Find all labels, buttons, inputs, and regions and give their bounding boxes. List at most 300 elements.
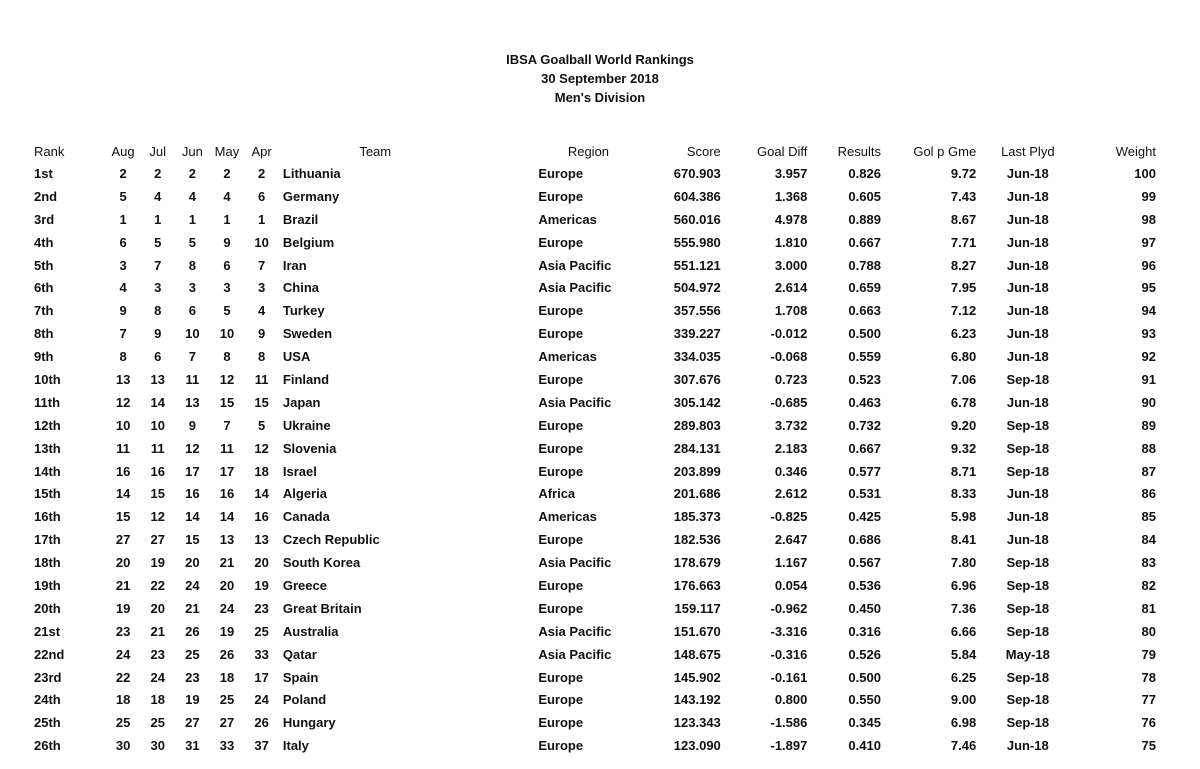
weight-cell: 98 xyxy=(1141,211,1156,227)
score-cell: 178.679 xyxy=(673,555,721,571)
jun-cell: 1 xyxy=(188,211,196,227)
jul-cell: 14 xyxy=(150,394,165,410)
weight-cell: 93 xyxy=(1141,326,1156,342)
last-plyd-cell: Jun-18 xyxy=(1006,349,1049,365)
score-cell: 143.192 xyxy=(673,692,721,708)
title-heading: IBSA Goalball World Rankings xyxy=(506,52,694,67)
goal-diff-cell: 3.732 xyxy=(774,417,808,433)
region-cell: Asia Pacific xyxy=(538,280,612,296)
jun-cell: 7 xyxy=(188,349,196,365)
rank-cell: 25th xyxy=(34,715,61,731)
header-weight: Weight xyxy=(1115,143,1156,159)
team-cell: Spain xyxy=(282,669,319,685)
goal-diff-cell: 1.167 xyxy=(774,555,808,571)
weight-cell: 84 xyxy=(1141,532,1156,548)
rank-cell: 20th xyxy=(34,600,61,616)
gol-p-gme-cell: 5.98 xyxy=(950,509,977,525)
results-cell: 0.425 xyxy=(848,509,881,525)
team-cell: Italy xyxy=(282,738,309,754)
team-cell: Israel xyxy=(282,463,317,479)
apr-cell: 7 xyxy=(257,257,266,273)
team-cell: Finland xyxy=(282,371,330,387)
rank-cell: 11th xyxy=(34,394,61,410)
weight-cell: 81 xyxy=(1141,600,1156,616)
score-cell: 201.686 xyxy=(673,486,721,502)
may-cell: 21 xyxy=(219,555,235,571)
team-cell: Canada xyxy=(282,509,330,525)
results-cell: 0.567 xyxy=(848,555,881,571)
region-cell: Americas xyxy=(538,211,597,227)
results-cell: 0.788 xyxy=(848,257,881,273)
apr-cell: 1 xyxy=(257,211,266,227)
results-cell: 0.667 xyxy=(848,440,881,456)
last-plyd-cell: Sep-18 xyxy=(1006,577,1050,593)
gol-p-gme-cell: 7.95 xyxy=(950,280,977,296)
team-cell: Algeria xyxy=(282,486,327,502)
jun-cell: 23 xyxy=(185,669,200,685)
last-plyd-cell: Jun-18 xyxy=(1006,738,1049,754)
table-row xyxy=(30,734,1160,757)
results-cell: 0.500 xyxy=(848,669,881,685)
weight-cell: 97 xyxy=(1141,234,1156,250)
weight-cell: 76 xyxy=(1141,715,1156,731)
jul-cell: 8 xyxy=(154,303,162,319)
region-cell: Americas xyxy=(538,509,597,525)
rank-cell: 3rd xyxy=(34,211,55,227)
results-cell: 0.659 xyxy=(848,280,881,296)
last-plyd-cell: Sep-18 xyxy=(1006,692,1050,708)
aug-cell: 20 xyxy=(115,555,131,571)
goal-diff-cell: 2.647 xyxy=(774,532,808,548)
may-cell: 14 xyxy=(219,509,235,525)
region-cell: Europe xyxy=(538,669,584,685)
last-plyd-cell: Sep-18 xyxy=(1006,623,1050,639)
goal-diff-cell: -0.068 xyxy=(770,349,808,365)
table-row xyxy=(30,276,1160,299)
table-row xyxy=(30,299,1160,322)
apr-cell: 6 xyxy=(257,188,266,204)
gol-p-gme-cell: 7.71 xyxy=(950,234,977,250)
jul-cell: 18 xyxy=(150,692,165,708)
team-cell: Hungary xyxy=(282,715,336,731)
weight-cell: 94 xyxy=(1141,303,1156,319)
apr-cell: 37 xyxy=(254,738,269,754)
jul-cell: 30 xyxy=(150,738,165,754)
gol-p-gme-cell: 7.36 xyxy=(950,600,977,616)
last-plyd-cell: Jun-18 xyxy=(1006,394,1049,410)
weight-cell: 95 xyxy=(1141,280,1156,296)
goal-diff-cell: 0.723 xyxy=(774,371,808,387)
weight-cell: 88 xyxy=(1141,440,1156,456)
gol-p-gme-cell: 7.43 xyxy=(950,188,977,204)
score-cell: 148.675 xyxy=(673,646,721,662)
region-cell: Europe xyxy=(538,326,584,342)
team-cell: Great Britain xyxy=(282,600,362,616)
apr-cell: 16 xyxy=(254,509,269,525)
header-may: May xyxy=(214,143,240,159)
jul-cell: 25 xyxy=(150,715,165,731)
header-results: Results xyxy=(837,143,881,159)
gol-p-gme-cell: 7.06 xyxy=(950,371,977,387)
apr-cell: 5 xyxy=(257,417,266,433)
apr-cell: 13 xyxy=(254,532,269,548)
may-cell: 5 xyxy=(223,303,231,319)
may-cell: 1 xyxy=(223,211,231,227)
region-cell: Europe xyxy=(538,165,584,181)
header-row xyxy=(30,140,1160,162)
header-goal-diff: Goal Diff xyxy=(757,143,808,159)
region-cell: Europe xyxy=(538,600,584,616)
last-plyd-cell: Jun-18 xyxy=(1006,280,1049,296)
apr-cell: 3 xyxy=(257,280,266,296)
region-cell: Asia Pacific xyxy=(538,646,612,662)
table-row xyxy=(30,185,1160,208)
gol-p-gme-cell: 8.33 xyxy=(950,486,977,502)
last-plyd-cell: Jun-18 xyxy=(1006,234,1049,250)
rank-cell: 4th xyxy=(34,234,54,250)
last-plyd-cell: Sep-18 xyxy=(1006,463,1050,479)
jul-cell: 13 xyxy=(150,371,165,387)
rank-cell: 19th xyxy=(34,577,61,593)
apr-cell: 33 xyxy=(254,646,269,662)
last-plyd-cell: Sep-18 xyxy=(1006,440,1050,456)
rank-cell: 18th xyxy=(34,555,61,571)
team-cell: Turkey xyxy=(282,303,325,319)
aug-cell: 10 xyxy=(115,417,131,433)
apr-cell: 14 xyxy=(254,486,269,502)
goal-diff-cell: 4.978 xyxy=(774,211,808,227)
may-cell: 20 xyxy=(219,577,235,593)
weight-cell: 85 xyxy=(1141,509,1156,525)
table-row xyxy=(30,414,1160,437)
weight-cell: 100 xyxy=(1134,165,1156,181)
team-cell: Iran xyxy=(282,257,307,273)
table-row xyxy=(30,505,1160,528)
table-row xyxy=(30,231,1160,254)
aug-cell: 19 xyxy=(115,600,131,616)
jun-cell: 4 xyxy=(188,188,196,204)
jun-cell: 8 xyxy=(188,257,196,273)
rank-cell: 8th xyxy=(34,326,54,342)
table-row xyxy=(30,528,1160,551)
rankings-table xyxy=(30,140,1160,757)
header-team: Team xyxy=(359,143,392,159)
weight-cell: 80 xyxy=(1141,623,1156,639)
jul-cell: 21 xyxy=(150,623,165,639)
gol-p-gme-cell: 6.66 xyxy=(950,623,977,639)
rank-cell: 21st xyxy=(34,623,61,639)
rank-cell: 9th xyxy=(34,349,54,365)
weight-cell: 77 xyxy=(1141,692,1156,708)
goal-diff-cell: 0.800 xyxy=(774,692,808,708)
team-cell: Slovenia xyxy=(282,440,337,456)
region-cell: Asia Pacific xyxy=(538,623,612,639)
region-cell: Asia Pacific xyxy=(538,394,612,410)
table-row xyxy=(30,460,1160,483)
score-cell: 357.556 xyxy=(673,303,721,319)
results-cell: 0.526 xyxy=(848,646,881,662)
goal-diff-cell: -0.316 xyxy=(770,646,808,662)
table-row xyxy=(30,551,1160,574)
jun-cell: 3 xyxy=(188,280,196,296)
region-cell: Europe xyxy=(538,738,584,754)
last-plyd-cell: Jun-18 xyxy=(1006,486,1049,502)
goal-diff-cell: 2.183 xyxy=(774,440,808,456)
aug-cell: 3 xyxy=(119,257,127,273)
apr-cell: 2 xyxy=(257,165,266,181)
results-cell: 0.550 xyxy=(848,692,881,708)
region-cell: Europe xyxy=(538,715,584,731)
apr-cell: 18 xyxy=(254,463,269,479)
goal-diff-cell: -0.161 xyxy=(770,669,808,685)
last-plyd-cell: Jun-18 xyxy=(1006,211,1049,227)
score-cell: 123.090 xyxy=(673,738,721,754)
gol-p-gme-cell: 6.25 xyxy=(950,669,977,685)
may-cell: 9 xyxy=(223,234,231,250)
aug-cell: 4 xyxy=(119,280,127,296)
goal-diff-cell: -1.897 xyxy=(770,738,808,754)
score-cell: 284.131 xyxy=(673,440,721,456)
weight-cell: 96 xyxy=(1141,257,1156,273)
gol-p-gme-cell: 9.72 xyxy=(950,165,977,181)
aug-cell: 1 xyxy=(119,211,127,227)
may-cell: 18 xyxy=(219,669,235,685)
header-score: Score xyxy=(686,143,721,159)
jun-cell: 20 xyxy=(185,555,200,571)
last-plyd-cell: Jun-18 xyxy=(1006,303,1049,319)
rank-cell: 15th xyxy=(34,486,61,502)
may-cell: 25 xyxy=(219,692,235,708)
last-plyd-cell: Jun-18 xyxy=(1006,509,1049,525)
weight-cell: 82 xyxy=(1141,577,1156,593)
jun-cell: 16 xyxy=(185,486,200,502)
jul-cell: 7 xyxy=(154,257,162,273)
apr-cell: 23 xyxy=(254,600,269,616)
score-cell: 334.035 xyxy=(673,349,721,365)
table-row xyxy=(30,162,1160,185)
gol-p-gme-cell: 8.67 xyxy=(950,211,977,227)
may-cell: 19 xyxy=(219,623,235,639)
rank-cell: 1st xyxy=(34,165,53,181)
goal-diff-cell: -3.316 xyxy=(770,623,808,639)
results-cell: 0.531 xyxy=(848,486,881,502)
may-cell: 8 xyxy=(223,349,231,365)
jun-cell: 2 xyxy=(188,165,196,181)
jun-cell: 11 xyxy=(185,371,200,387)
jun-cell: 6 xyxy=(188,303,196,319)
score-cell: 203.899 xyxy=(673,463,721,479)
rank-cell: 16th xyxy=(34,509,61,525)
weight-cell: 99 xyxy=(1141,188,1156,204)
rank-cell: 2nd xyxy=(34,188,58,204)
may-cell: 26 xyxy=(219,646,235,662)
results-cell: 0.605 xyxy=(848,188,881,204)
aug-cell: 21 xyxy=(115,577,131,593)
results-cell: 0.463 xyxy=(848,394,881,410)
aug-cell: 15 xyxy=(115,509,131,525)
apr-cell: 25 xyxy=(254,623,269,639)
aug-cell: 14 xyxy=(115,486,131,502)
team-cell: Greece xyxy=(282,577,327,593)
region-cell: Europe xyxy=(538,577,584,593)
goal-diff-cell: 1.810 xyxy=(774,234,808,250)
last-plyd-cell: Sep-18 xyxy=(1006,371,1050,387)
goal-diff-cell: -0.012 xyxy=(770,326,808,342)
table-row xyxy=(30,597,1160,620)
aug-cell: 9 xyxy=(119,303,127,319)
apr-cell: 15 xyxy=(254,394,269,410)
aug-cell: 5 xyxy=(119,188,127,204)
weight-cell: 83 xyxy=(1141,555,1156,571)
aug-cell: 23 xyxy=(115,623,131,639)
team-cell: Poland xyxy=(282,692,327,708)
team-cell: South Korea xyxy=(282,555,361,571)
may-cell: 6 xyxy=(223,257,231,273)
score-cell: 151.670 xyxy=(673,623,721,639)
jul-cell: 16 xyxy=(150,463,165,479)
may-cell: 17 xyxy=(219,463,235,479)
results-cell: 0.577 xyxy=(848,463,881,479)
gol-p-gme-cell: 5.84 xyxy=(950,646,977,662)
table-row xyxy=(30,322,1160,345)
results-cell: 0.500 xyxy=(848,326,881,342)
may-cell: 2 xyxy=(223,165,231,181)
may-cell: 12 xyxy=(219,371,235,387)
last-plyd-cell: Jun-18 xyxy=(1006,188,1049,204)
region-cell: Americas xyxy=(538,349,597,365)
jul-cell: 27 xyxy=(150,532,165,548)
jul-cell: 23 xyxy=(150,646,165,662)
last-plyd-cell: Sep-18 xyxy=(1006,669,1050,685)
results-cell: 0.559 xyxy=(848,349,881,365)
region-cell: Europe xyxy=(538,532,584,548)
team-cell: Sweden xyxy=(282,326,333,342)
results-cell: 0.536 xyxy=(848,577,881,593)
jul-cell: 3 xyxy=(154,280,162,296)
gol-p-gme-cell: 9.00 xyxy=(950,692,977,708)
team-cell: Ukraine xyxy=(282,417,331,433)
table-row xyxy=(30,254,1160,277)
score-cell: 551.121 xyxy=(673,257,721,273)
header-gol-p-gme: Gol p Gme xyxy=(913,143,977,159)
rank-cell: 7th xyxy=(34,303,54,319)
aug-cell: 6 xyxy=(119,234,127,250)
gol-p-gme-cell: 6.80 xyxy=(950,349,977,365)
rank-cell: 10th xyxy=(34,371,61,387)
jun-cell: 27 xyxy=(185,715,200,731)
rank-cell: 6th xyxy=(34,280,54,296)
jul-cell: 20 xyxy=(150,600,165,616)
results-cell: 0.889 xyxy=(848,211,881,227)
may-cell: 15 xyxy=(219,394,235,410)
last-plyd-cell: Sep-18 xyxy=(1006,417,1050,433)
gol-p-gme-cell: 6.78 xyxy=(950,394,977,410)
table-row xyxy=(30,208,1160,231)
table-row xyxy=(30,711,1160,734)
results-cell: 0.345 xyxy=(848,715,881,731)
gol-p-gme-cell: 7.80 xyxy=(950,555,977,571)
gol-p-gme-cell: 6.98 xyxy=(950,715,977,731)
apr-cell: 4 xyxy=(257,303,266,319)
results-cell: 0.686 xyxy=(848,532,881,548)
last-plyd-cell: May-18 xyxy=(1005,646,1050,662)
table-row xyxy=(30,666,1160,689)
apr-cell: 20 xyxy=(254,555,269,571)
jun-cell: 9 xyxy=(188,417,196,433)
rank-cell: 23rd xyxy=(34,669,62,685)
header-apr: Apr xyxy=(251,143,272,159)
rank-cell: 22nd xyxy=(34,646,65,662)
aug-cell: 11 xyxy=(116,440,130,456)
header-rank: Rank xyxy=(34,143,65,159)
last-plyd-cell: Sep-18 xyxy=(1006,715,1050,731)
goal-diff-cell: 2.612 xyxy=(774,486,808,502)
jun-cell: 19 xyxy=(185,692,200,708)
aug-cell: 30 xyxy=(115,738,131,754)
jul-cell: 12 xyxy=(150,509,165,525)
may-cell: 7 xyxy=(223,417,231,433)
region-cell: Africa xyxy=(538,486,576,502)
aug-cell: 22 xyxy=(115,669,131,685)
aug-cell: 27 xyxy=(115,532,131,548)
score-cell: 123.343 xyxy=(673,715,721,731)
table-row xyxy=(30,368,1160,391)
gol-p-gme-cell: 7.46 xyxy=(950,738,977,754)
jun-cell: 12 xyxy=(185,440,200,456)
aug-cell: 25 xyxy=(115,715,131,731)
goal-diff-cell: 3.000 xyxy=(774,257,808,273)
header-jul: Jul xyxy=(149,143,167,159)
apr-cell: 19 xyxy=(254,577,269,593)
apr-cell: 10 xyxy=(254,234,269,250)
jun-cell: 21 xyxy=(185,600,200,616)
team-cell: Brazil xyxy=(282,211,319,227)
score-cell: 339.227 xyxy=(673,326,721,342)
team-cell: Germany xyxy=(282,188,340,204)
team-cell: Qatar xyxy=(282,646,317,662)
team-cell: China xyxy=(282,280,320,296)
team-cell: Lithuania xyxy=(282,165,341,181)
may-cell: 33 xyxy=(219,738,235,754)
gol-p-gme-cell: 8.41 xyxy=(950,532,977,548)
rank-cell: 14th xyxy=(34,463,61,479)
aug-cell: 13 xyxy=(115,371,131,387)
header-aug: Aug xyxy=(111,143,135,159)
weight-cell: 91 xyxy=(1141,371,1156,387)
apr-cell: 12 xyxy=(254,440,269,456)
weight-cell: 79 xyxy=(1141,646,1156,662)
last-plyd-cell: Jun-18 xyxy=(1006,257,1049,273)
region-cell: Europe xyxy=(538,440,584,456)
may-cell: 4 xyxy=(223,188,231,204)
weight-cell: 78 xyxy=(1141,669,1156,685)
gol-p-gme-cell: 8.71 xyxy=(950,463,977,479)
title-date: 30 September 2018 xyxy=(541,71,659,86)
jul-cell: 15 xyxy=(150,486,165,502)
table-row xyxy=(30,391,1160,414)
table-row xyxy=(30,574,1160,597)
may-cell: 3 xyxy=(223,280,231,296)
table-row xyxy=(30,620,1160,643)
title-division: Men's Division xyxy=(554,90,646,105)
weight-cell: 87 xyxy=(1141,463,1156,479)
goal-diff-cell: 2.614 xyxy=(774,280,808,296)
goal-diff-cell: 1.708 xyxy=(774,303,808,319)
last-plyd-cell: Jun-18 xyxy=(1006,326,1049,342)
aug-cell: 18 xyxy=(115,692,131,708)
score-cell: 504.972 xyxy=(673,280,721,296)
gol-p-gme-cell: 6.96 xyxy=(950,577,977,593)
